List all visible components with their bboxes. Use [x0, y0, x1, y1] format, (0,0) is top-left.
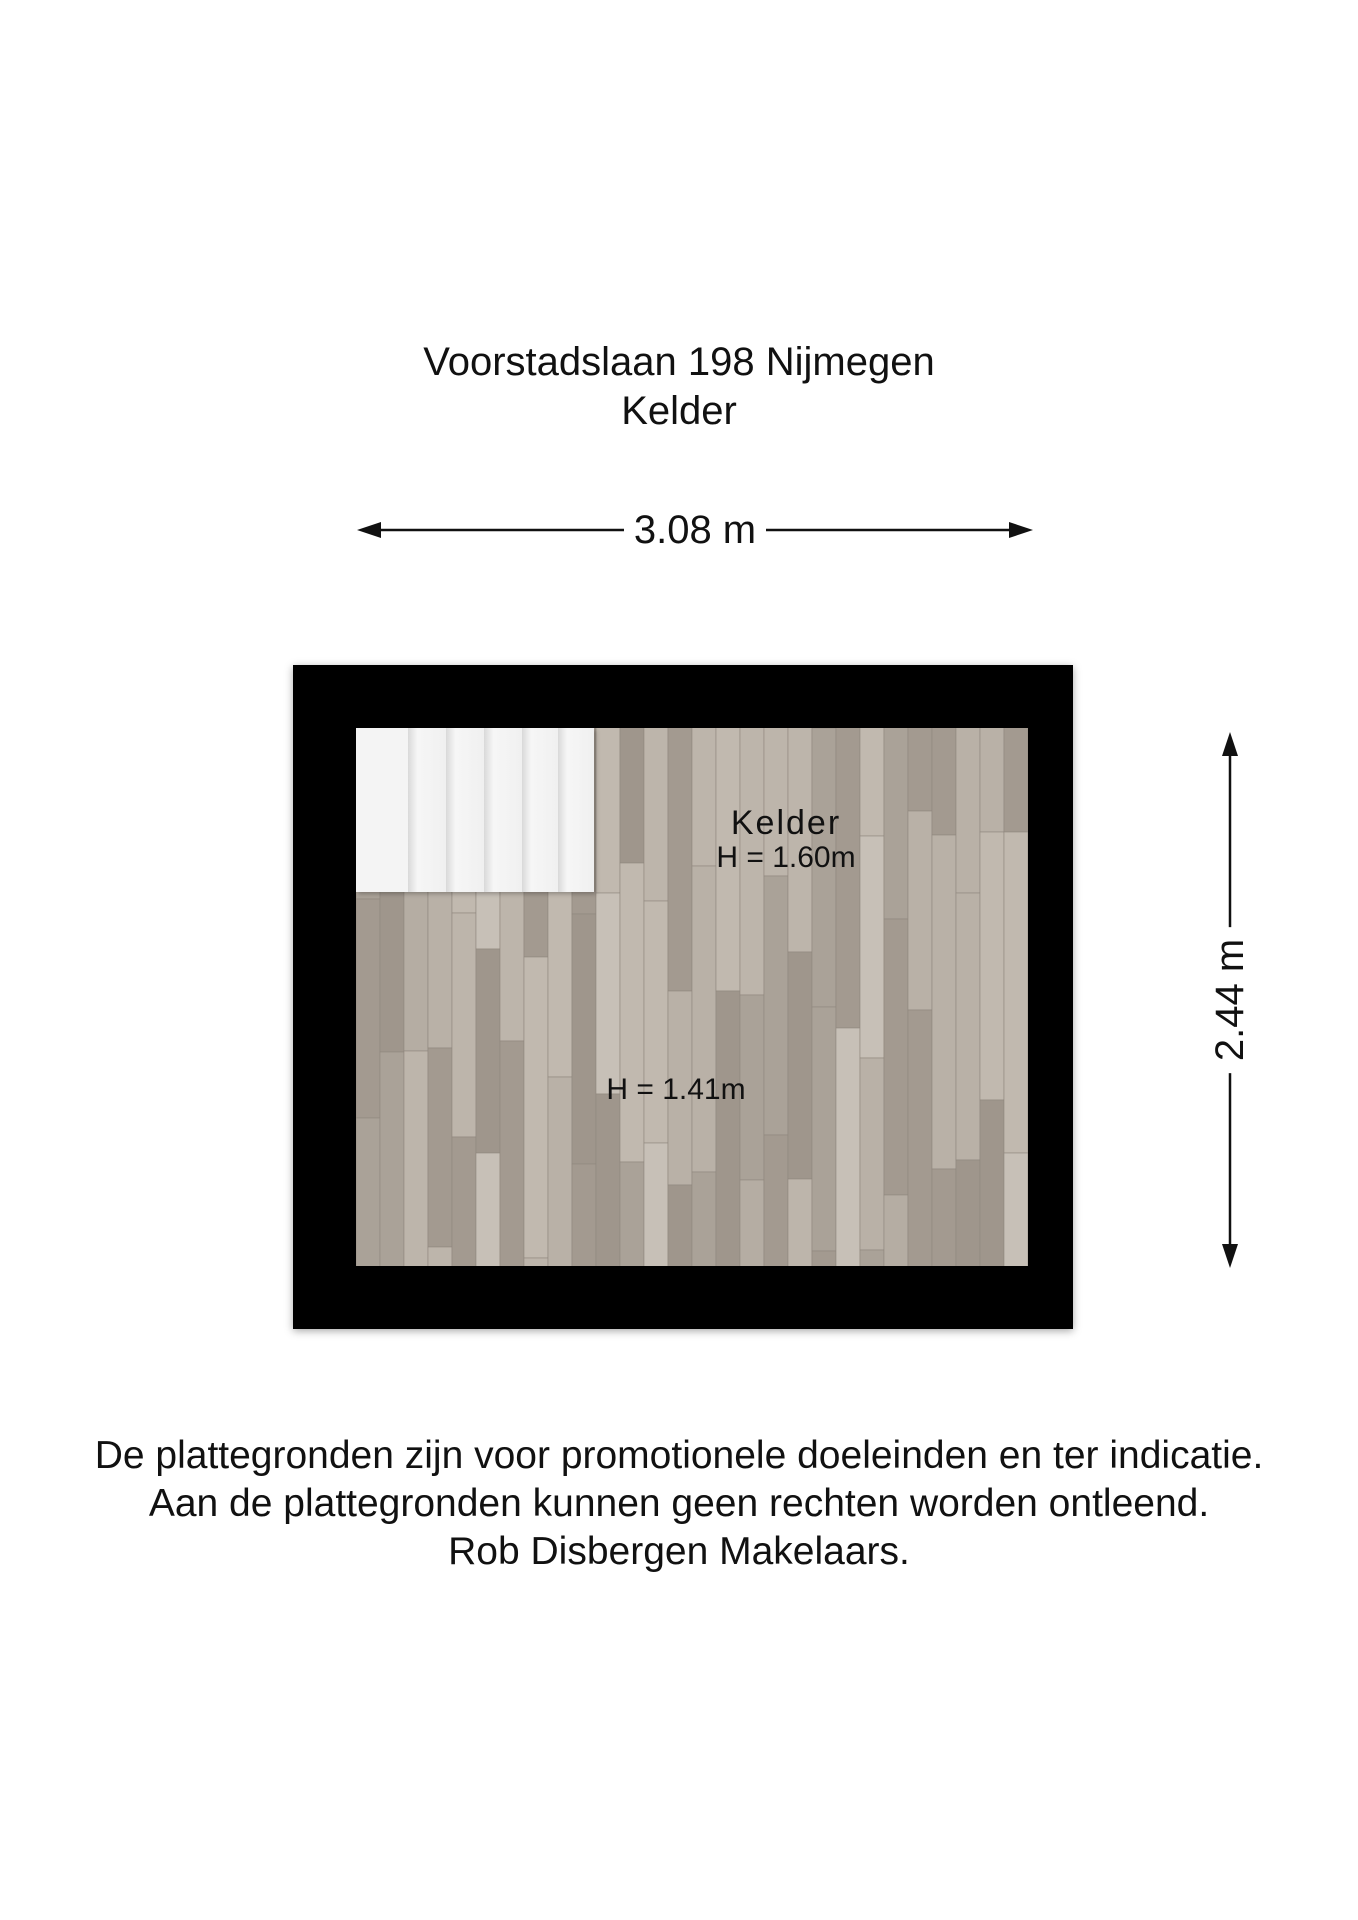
address-title: Voorstadslaan 198 Nijmegen — [423, 340, 935, 384]
floor-plank — [644, 728, 668, 901]
disclaimer — [0, 1432, 1358, 1576]
disclaimer-line-1: De plattegronden zijn voor promotionele doeleinden en ter indicatie. — [94, 1434, 1264, 1477]
floor-plank — [980, 1100, 1004, 1266]
floor-plank — [620, 728, 644, 863]
floor-plank — [884, 919, 908, 1195]
floor-plank — [1004, 1153, 1028, 1266]
floor-plank — [908, 728, 932, 811]
floor-plank — [932, 835, 956, 1169]
floor-plank — [356, 1118, 380, 1266]
floor-plank — [572, 1164, 596, 1266]
floor-plank — [620, 1162, 644, 1266]
floor-plank — [908, 811, 932, 1010]
floor-plank — [956, 893, 980, 1160]
floor-plank — [380, 1052, 404, 1266]
floor-plank — [788, 1179, 812, 1266]
floor-plank — [884, 1195, 908, 1266]
floor-plank — [764, 1135, 788, 1266]
depth-dimension — [1200, 730, 1260, 1270]
floor-plank — [596, 728, 620, 893]
floor-plank — [452, 913, 476, 1137]
floor-plank — [500, 1041, 524, 1266]
floor-plank — [452, 1137, 476, 1266]
floor-plank — [884, 728, 908, 919]
floor-plank — [428, 1247, 452, 1266]
floor-plank — [980, 728, 1004, 832]
floor-plank — [692, 1172, 716, 1266]
floor-plank — [716, 991, 740, 1266]
floor-plank — [548, 1077, 572, 1266]
room-name-label: Kelder — [730, 804, 842, 842]
floor-plank — [524, 957, 548, 1258]
floor-plank — [692, 866, 716, 1172]
floor-plank — [860, 1058, 884, 1250]
floor-plank — [1004, 728, 1028, 832]
floor-plank — [956, 728, 980, 893]
floor-plank — [428, 1048, 452, 1247]
plan-title — [0, 338, 1358, 436]
floor-plank — [668, 1185, 692, 1266]
staircase — [356, 728, 594, 892]
floor-plank — [836, 728, 860, 1028]
floor-plank — [908, 1010, 932, 1266]
floor-title: Kelder — [621, 389, 737, 433]
floor-plank — [788, 952, 812, 1179]
floor-plank — [932, 728, 956, 835]
floor-plank — [356, 899, 380, 1118]
floor-plank — [572, 914, 596, 1164]
floor-plank — [860, 1250, 884, 1266]
stair-steps — [356, 728, 594, 892]
width-dimension — [355, 505, 1035, 555]
floor-plank — [596, 1094, 620, 1266]
floor-plank — [404, 1051, 428, 1266]
floor-plank — [812, 1251, 836, 1266]
floor-plank — [812, 1007, 836, 1251]
room-floor — [356, 728, 1028, 1266]
floor-plank — [620, 863, 644, 1162]
disclaimer-line-3: Rob Disbergen Makelaars. — [448, 1530, 910, 1573]
floor-plank — [980, 832, 1004, 1100]
floor-plank — [476, 949, 500, 1153]
floorplan-walls — [293, 665, 1073, 1329]
depth-dimension-label: 2.44 m — [1207, 927, 1253, 1073]
floor-plank — [932, 1169, 956, 1266]
floor-plank — [524, 1258, 548, 1266]
room-height-high-label: H = 1.60m — [716, 841, 856, 874]
disclaimer-line-2: Aan de plattegronden kunnen geen rechten worden ontleend. — [148, 1482, 1210, 1525]
floor-plank — [596, 893, 620, 1094]
floor-plank — [956, 1160, 980, 1266]
floor-plank — [1004, 832, 1028, 1153]
floor-plank — [836, 1028, 860, 1266]
room-height-low-label: H = 1.41m — [606, 1073, 746, 1106]
width-dimension-label: 3.08 m — [624, 508, 766, 552]
floor-plank — [476, 1153, 500, 1266]
floor-plank — [740, 1180, 764, 1266]
floor-plank — [644, 1143, 668, 1266]
